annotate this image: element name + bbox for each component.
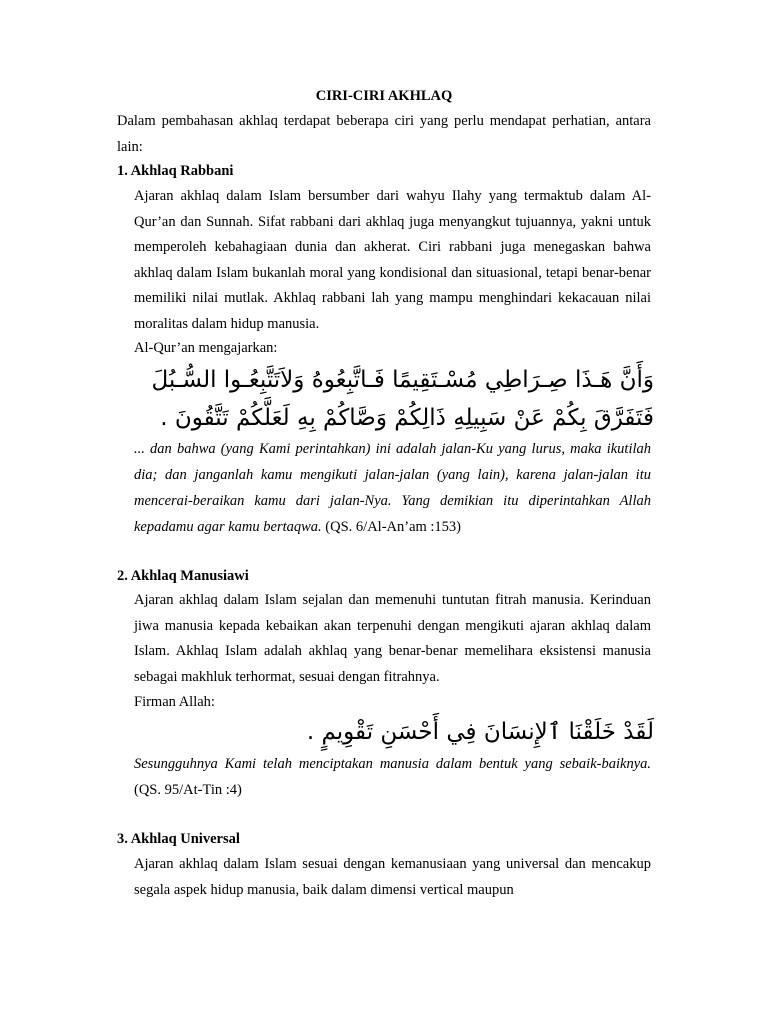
translation-text-tin: Sesungguhnya Kami telah menciptakan manusia dalam bentuk yang sebaik-baiknya. [134,756,651,772]
translation-anam [134,436,651,540]
section-body-universal: Ajaran akhlaq dalam Islam sesuai dengan kemanusiaan yang universal dan mencakup segala aspek hidup manusia, baik dalam dimensi vertical maupun [134,856,651,898]
intro-paragraph: Dalam pembahasan akhlaq terdapat beberapa ciri yang perlu mendapat perhatian, antara lain: [117,113,651,155]
section-body-rabbani: Ajaran akhlaq dalam Islam bersumber dari wahyu Ilahy yang termaktub dalam Al-Qur’an dan Sunnah. Sifat rabbani dari akhlaq juga menyangkut tujuannya, yakni untuk memperoleh kebahagiaan dunia dan akherat. Ciri rabbani juga menegaskan bahwa akhlaq dalam Islam bukanlah moral yang kondisional dan situasional, tetapi benar-benar memiliki nilai mutlak. Akhlaq rabbani lah yang mampu menghindari kekacauan nilai moralitas dalam hidup manusia. [134,188,651,332]
translation-tin [134,751,651,803]
arabic-verse-anam: وَأَنَّ هَـذَا صِـرَاطِي مُسْـتَقِيمًا فَـاتَّبِعُوهُ وَلاَتَتَّبِعُـوا السُّـبُلَ فَتَفَرَّقَ بِكُمْ عَنْ سَبِيلِهِ ذَالِكُمْ وَصَّاكُمْ بِهِ لَعَلَّكُمْ تَتَّقُونَ . [151,367,654,431]
quote-intro-manusiawi: Firman Allah: [134,694,215,710]
section-body-manusiawi: Ajaran akhlaq dalam Islam sejalan dan memenuhi tuntutan fitrah manusia. Kerinduan jiwa manusia kepada kebaikan akan terpenuhi dengan mengikuti ajaran akhlaq dalam Islam. Akhlaq Islam adalah akhlaq yang benar-benar memelihara eksistensi manusia sebagai makhluk terhormat, sesuai dengan fitrahnya. [134,592,651,685]
translation-text-anam: ... dan bahwa (yang Kami perintahkan) ini adalah jalan-Ku yang lurus, maka ikutilah dia; dan janganlah kamu mengikuti jalan-jalan (yang lain), karena jalan-jalan itu mencerai-beraikan kamu dari jalan-Nya. Yang demikian itu diperintahkan Allah kepadamu agar kamu bertaqwa. [134,441,651,535]
verse-reference-tin: (QS. 95/At-Tin :4) [134,782,242,798]
verse-reference-anam: (QS. 6/Al-An’am :153) [325,519,462,535]
page-title: CIRI-CIRI AKHLAQ [315,88,453,104]
section-heading-universal: 3. Akhlaq Universal [117,831,240,847]
arabic-verse-tin: لَقَدْ خَلَقْنَا ٱلإِنسَانَ فِي أَحْسَنِ تَقْوِيمٍ . [306,719,654,745]
section-heading-manusiawi: 2. Akhlaq Manusiawi [117,568,249,584]
quote-intro-rabbani: Al-Qur’an mengajarkan: [134,340,278,356]
section-heading-rabbani: 1. Akhlaq Rabbani [117,163,234,179]
